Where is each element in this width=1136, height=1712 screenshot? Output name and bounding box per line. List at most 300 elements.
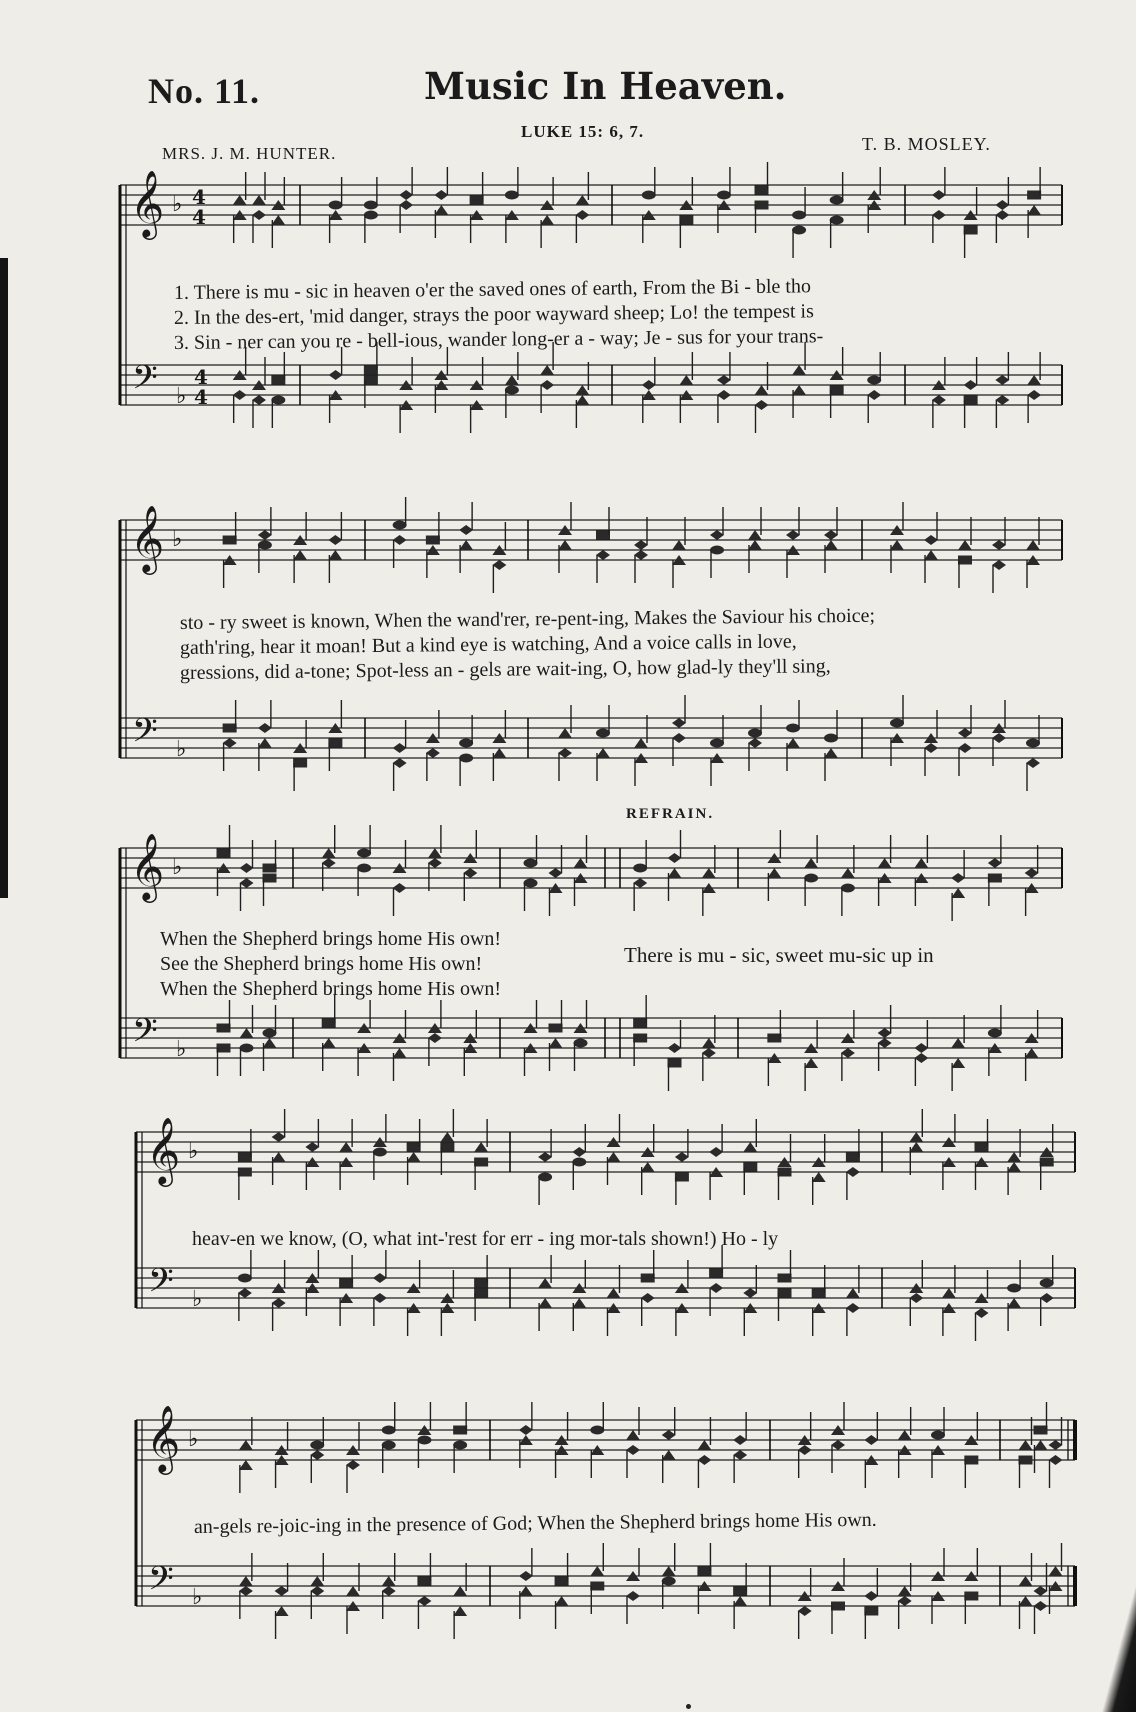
shape-note bbox=[310, 1586, 324, 1596]
shape-note bbox=[258, 738, 272, 748]
shape-note bbox=[223, 738, 237, 748]
shape-note bbox=[988, 858, 1002, 868]
shape-note bbox=[1026, 758, 1040, 768]
shape-note bbox=[672, 718, 686, 728]
shape-note bbox=[995, 210, 1009, 220]
shape-note bbox=[470, 196, 484, 205]
shape-note bbox=[474, 1289, 488, 1298]
shape-note bbox=[951, 873, 965, 883]
flat-sign-icon: ♭ bbox=[192, 1585, 203, 1610]
shape-note bbox=[393, 535, 407, 545]
shape-note bbox=[1027, 191, 1041, 200]
shape-note bbox=[804, 858, 818, 868]
shape-note bbox=[271, 376, 285, 385]
shape-note bbox=[428, 848, 442, 858]
shape-note bbox=[702, 1048, 716, 1058]
shape-note bbox=[238, 1168, 252, 1177]
shape-note bbox=[1025, 868, 1039, 878]
shape-note bbox=[252, 210, 266, 220]
shape-note bbox=[1007, 1152, 1021, 1162]
shape-note bbox=[846, 1167, 860, 1177]
shape-note bbox=[329, 370, 343, 380]
shape-note bbox=[519, 1571, 533, 1581]
shape-note bbox=[382, 1576, 396, 1586]
shape-note bbox=[519, 1425, 533, 1435]
shape-note bbox=[964, 380, 978, 390]
bass-clef-icon: 𝄢 bbox=[132, 712, 158, 758]
shape-note bbox=[642, 191, 656, 200]
shape-note bbox=[538, 1173, 552, 1182]
shape-note bbox=[357, 849, 371, 858]
shape-note bbox=[710, 530, 724, 540]
shape-note bbox=[709, 1147, 723, 1157]
shape-note bbox=[399, 200, 413, 210]
shape-note bbox=[263, 864, 277, 873]
shape-note bbox=[964, 226, 978, 235]
treble-clef-icon: 𝄞 bbox=[130, 504, 165, 572]
shape-note bbox=[240, 1028, 254, 1038]
shape-note bbox=[505, 386, 519, 395]
shape-note bbox=[275, 1586, 289, 1596]
shape-note bbox=[393, 758, 407, 768]
shape-note bbox=[1049, 1566, 1063, 1576]
shape-note bbox=[428, 1033, 442, 1043]
shape-note bbox=[233, 195, 247, 205]
shape-note bbox=[558, 540, 572, 550]
shape-note bbox=[958, 743, 972, 753]
shape-note bbox=[258, 530, 272, 540]
shape-note bbox=[596, 729, 610, 738]
shape-note bbox=[679, 216, 693, 225]
shape-note bbox=[459, 739, 473, 748]
shape-note bbox=[474, 1142, 488, 1152]
shape-note bbox=[459, 754, 473, 763]
shape-note bbox=[890, 719, 904, 728]
bass-clef-icon: 𝄢 bbox=[148, 1262, 174, 1308]
shape-note bbox=[346, 1460, 360, 1470]
shape-note bbox=[524, 859, 538, 868]
shape-note bbox=[743, 1142, 757, 1152]
shape-note bbox=[575, 395, 589, 405]
shape-note bbox=[951, 888, 965, 898]
flat-sign-icon: ♭ bbox=[172, 192, 183, 217]
treble-clef-icon: 𝄞 bbox=[130, 832, 165, 900]
lyric-line: 1. There is mu - sic in heaven o'er the saved ones of earth, From the Bi - ble tho bbox=[173, 275, 812, 304]
shape-note bbox=[357, 864, 371, 873]
shape-note bbox=[626, 1430, 640, 1440]
shape-note bbox=[373, 1293, 387, 1303]
shape-note bbox=[909, 1293, 923, 1303]
shape-note bbox=[662, 1450, 676, 1460]
shape-note bbox=[1019, 1596, 1033, 1606]
shape-note bbox=[626, 1445, 640, 1455]
shape-note bbox=[407, 1152, 421, 1162]
shape-note bbox=[702, 1038, 716, 1048]
shape-note bbox=[988, 1029, 1002, 1038]
shape-note bbox=[841, 884, 855, 893]
bass-clef-icon: 𝄢 bbox=[132, 1012, 158, 1058]
shape-note bbox=[426, 748, 440, 758]
shape-note bbox=[271, 396, 285, 405]
shape-note bbox=[322, 848, 336, 858]
shape-note bbox=[932, 395, 946, 405]
shape-note bbox=[846, 1288, 860, 1298]
shape-note bbox=[558, 748, 572, 758]
shape-note bbox=[717, 191, 731, 200]
shape-note bbox=[233, 390, 247, 400]
lyric-line: gath'ring, hear it moan! But a kind eye is watching, And a voice calls in love, bbox=[179, 630, 797, 659]
shape-note bbox=[755, 400, 769, 410]
shape-note bbox=[453, 1606, 467, 1616]
shape-note bbox=[364, 201, 378, 210]
refrain-lyric-line: There is mu - sic, sweet mu-sic up in bbox=[624, 943, 934, 967]
shape-note bbox=[393, 743, 407, 753]
shape-note bbox=[217, 849, 231, 858]
shape-note bbox=[239, 1460, 253, 1470]
shape-note bbox=[310, 1450, 324, 1460]
shape-note bbox=[824, 748, 838, 758]
shape-note bbox=[596, 531, 610, 540]
lyric-line: When the Shepherd brings home His own! bbox=[160, 928, 502, 950]
shape-note bbox=[824, 530, 838, 540]
shape-note bbox=[867, 390, 881, 400]
shape-note bbox=[252, 195, 266, 205]
ink-dot bbox=[686, 1704, 691, 1709]
shape-note bbox=[951, 1038, 965, 1048]
shape-note bbox=[575, 195, 589, 205]
shape-note bbox=[786, 724, 800, 733]
shape-note bbox=[755, 385, 769, 395]
shape-note bbox=[271, 215, 285, 225]
shape-note bbox=[668, 1043, 682, 1053]
shape-note bbox=[992, 733, 1006, 743]
shape-note bbox=[607, 1288, 621, 1298]
shape-note bbox=[305, 1142, 319, 1152]
shape-note bbox=[474, 1158, 488, 1167]
shape-note bbox=[459, 540, 473, 550]
shape-note bbox=[463, 868, 477, 878]
shape-note bbox=[824, 734, 838, 743]
shape-note bbox=[679, 375, 693, 385]
shape-note bbox=[272, 1298, 286, 1308]
shape-note bbox=[364, 376, 378, 385]
shape-note bbox=[538, 1152, 552, 1162]
shape-note bbox=[743, 1288, 757, 1298]
shape-note bbox=[1007, 1162, 1021, 1172]
shape-note bbox=[417, 1596, 431, 1606]
shape-note bbox=[717, 375, 731, 385]
shape-note bbox=[641, 1162, 655, 1172]
shape-note bbox=[786, 738, 800, 748]
shape-note bbox=[505, 375, 519, 385]
shape-note bbox=[1034, 1601, 1048, 1611]
shape-note bbox=[898, 1596, 912, 1606]
composer-credit: T. B. MOSLEY. bbox=[862, 134, 991, 154]
shape-note bbox=[272, 1152, 286, 1162]
shape-note bbox=[717, 390, 731, 400]
shape-note bbox=[1049, 1440, 1063, 1450]
shape-note bbox=[702, 868, 716, 878]
shape-note bbox=[1034, 1426, 1048, 1435]
shape-note bbox=[1049, 1455, 1063, 1465]
shape-note bbox=[453, 1586, 467, 1596]
lyric-line: When the Shepherd brings home His own! bbox=[160, 978, 502, 1000]
shape-note bbox=[668, 1059, 682, 1068]
treble-clef-icon: 𝄞 bbox=[146, 1116, 181, 1184]
flat-sign-icon: ♭ bbox=[188, 1427, 199, 1452]
flat-sign-icon: ♭ bbox=[176, 384, 187, 409]
shape-note bbox=[238, 1153, 252, 1162]
shape-note bbox=[633, 878, 647, 888]
shape-note bbox=[733, 1450, 747, 1460]
flat-sign-icon: ♭ bbox=[172, 855, 183, 880]
shape-note bbox=[373, 1148, 387, 1157]
shape-note bbox=[382, 1441, 396, 1450]
shape-note bbox=[975, 1308, 989, 1318]
flat-sign-icon: ♭ bbox=[192, 1287, 203, 1312]
shape-note bbox=[275, 1606, 289, 1616]
shape-note bbox=[830, 386, 844, 395]
treble-clef-icon: 𝄞 bbox=[146, 1404, 181, 1472]
shape-note bbox=[492, 748, 506, 758]
shape-note bbox=[440, 1132, 454, 1142]
shape-note bbox=[675, 1173, 689, 1182]
shape-note bbox=[492, 560, 506, 570]
shape-note bbox=[662, 1566, 676, 1576]
shape-note bbox=[988, 874, 1002, 883]
shape-note bbox=[812, 1172, 826, 1182]
shape-note bbox=[672, 733, 686, 743]
treble-clef-icon: 𝄞 bbox=[130, 169, 165, 237]
refrain-label: REFRAIN. bbox=[626, 806, 715, 822]
shape-note bbox=[329, 201, 343, 210]
shape-note bbox=[709, 1269, 723, 1278]
shape-note bbox=[697, 1455, 711, 1465]
shape-note bbox=[964, 1592, 978, 1601]
shape-note bbox=[555, 1577, 569, 1586]
shape-note bbox=[558, 728, 572, 738]
shape-note bbox=[792, 365, 806, 375]
shape-note bbox=[641, 1274, 655, 1283]
shape-note bbox=[426, 536, 440, 545]
shape-note bbox=[924, 535, 938, 545]
shape-note bbox=[672, 540, 686, 550]
shape-note bbox=[733, 1587, 747, 1596]
shape-note bbox=[662, 1430, 676, 1440]
shape-note bbox=[238, 1288, 252, 1298]
shape-note bbox=[272, 1132, 286, 1142]
shape-note bbox=[434, 205, 448, 215]
shape-note bbox=[792, 226, 806, 235]
shape-note bbox=[778, 1274, 792, 1283]
shape-note bbox=[252, 395, 266, 405]
shape-note bbox=[310, 1576, 324, 1586]
shape-note bbox=[641, 1293, 655, 1303]
shape-note bbox=[798, 1445, 812, 1455]
scripture-reference: LUKE 15: 6, 7. bbox=[521, 122, 645, 141]
shape-note bbox=[634, 738, 648, 748]
flat-sign-icon: ♭ bbox=[172, 527, 183, 552]
shape-note bbox=[697, 1440, 711, 1450]
lyric-line: 3. Sin - ner can you re - bell-ious, wander long-er a - way; Je - sus for your trans- bbox=[173, 325, 824, 354]
shape-note bbox=[831, 1602, 845, 1611]
shape-note bbox=[574, 1039, 588, 1048]
shape-note bbox=[964, 396, 978, 405]
shape-note bbox=[607, 1152, 621, 1162]
shape-note bbox=[399, 190, 413, 200]
shape-note bbox=[792, 385, 806, 395]
shape-note bbox=[540, 215, 554, 225]
shape-note bbox=[878, 1028, 892, 1038]
shape-note bbox=[864, 1435, 878, 1445]
shape-note bbox=[733, 1596, 747, 1606]
shape-note bbox=[633, 864, 647, 873]
shape-note bbox=[804, 1058, 818, 1068]
shape-note bbox=[662, 1577, 676, 1586]
shape-note bbox=[1007, 1298, 1021, 1308]
shape-note bbox=[519, 1586, 533, 1596]
shape-note bbox=[364, 366, 378, 375]
shape-note bbox=[549, 1038, 563, 1048]
shape-note bbox=[322, 1038, 336, 1048]
shape-note bbox=[830, 216, 844, 225]
shape-note bbox=[995, 395, 1009, 405]
shape-note bbox=[1026, 739, 1040, 748]
shape-note bbox=[1007, 1284, 1021, 1293]
shape-note bbox=[748, 530, 762, 540]
lyric-line: 2. In the des-ert, 'mid danger, strays the poor wayward sheep; Lo! the tempest is bbox=[173, 300, 814, 329]
shape-note bbox=[767, 1034, 781, 1043]
shape-note bbox=[867, 376, 881, 385]
shape-note bbox=[755, 186, 769, 195]
shape-note bbox=[786, 530, 800, 540]
shape-note bbox=[596, 748, 610, 758]
lyricist-credit: MRS. J. M. HUNTER. bbox=[162, 144, 337, 163]
shape-note bbox=[238, 1274, 252, 1283]
shape-note bbox=[748, 738, 762, 748]
shape-note bbox=[540, 380, 554, 390]
shape-note bbox=[846, 1153, 860, 1162]
shape-note bbox=[217, 1024, 231, 1033]
lyric-line: gressions, did a-tone; Spot-less an - gels are wait-ing, O, how glad-ly they'll sing, bbox=[179, 655, 831, 684]
shape-note bbox=[767, 868, 781, 878]
shape-note bbox=[914, 1053, 928, 1063]
hymn-number: No. 11. bbox=[148, 71, 261, 111]
flat-sign-icon: ♭ bbox=[176, 737, 187, 762]
shape-note bbox=[428, 858, 442, 868]
shape-note bbox=[878, 1038, 892, 1048]
shape-note bbox=[831, 1440, 845, 1450]
shape-note bbox=[293, 759, 307, 768]
time-signature-upper: 4 bbox=[192, 185, 206, 209]
shape-note bbox=[373, 1273, 387, 1283]
bass-clef-icon: 𝄢 bbox=[132, 359, 158, 405]
shape-note bbox=[549, 868, 563, 878]
shape-note bbox=[1027, 375, 1041, 385]
shape-note bbox=[346, 1586, 360, 1596]
shape-note bbox=[572, 1147, 586, 1157]
shape-note bbox=[328, 550, 342, 560]
shape-note bbox=[393, 1048, 407, 1058]
shape-note bbox=[890, 540, 904, 550]
shape-note bbox=[743, 1163, 757, 1172]
shape-note bbox=[538, 1298, 552, 1308]
shape-note bbox=[958, 728, 972, 738]
shape-note bbox=[924, 743, 938, 753]
shape-note bbox=[634, 550, 648, 560]
time-signature-upper: 4 bbox=[194, 365, 208, 389]
shape-note bbox=[407, 1143, 421, 1152]
shape-note bbox=[575, 385, 589, 395]
shape-note bbox=[240, 1044, 254, 1053]
shape-note bbox=[1019, 1576, 1033, 1586]
shape-note bbox=[555, 1596, 569, 1606]
shape-note bbox=[1026, 540, 1040, 550]
shape-note bbox=[322, 858, 336, 868]
lyric-line: See the Shepherd brings home His own! bbox=[160, 953, 483, 975]
shape-note bbox=[310, 1441, 324, 1450]
shape-note bbox=[1040, 1158, 1054, 1167]
shape-note bbox=[634, 540, 648, 550]
shape-note bbox=[223, 724, 237, 733]
shape-note bbox=[572, 1298, 586, 1308]
shape-note bbox=[1040, 1293, 1054, 1303]
shape-note bbox=[574, 858, 588, 868]
shape-note bbox=[393, 521, 407, 530]
shape-note bbox=[590, 1566, 604, 1576]
flat-sign-icon: ♭ bbox=[188, 1139, 199, 1164]
shape-note bbox=[778, 1168, 792, 1177]
shape-note bbox=[995, 375, 1009, 385]
shape-note bbox=[239, 1440, 253, 1450]
shape-note bbox=[841, 1048, 855, 1058]
shape-note bbox=[1027, 390, 1041, 400]
shape-note bbox=[382, 1426, 396, 1435]
shape-note bbox=[258, 723, 272, 733]
shape-note bbox=[995, 200, 1009, 210]
shape-note bbox=[328, 739, 342, 748]
shape-note bbox=[1034, 1586, 1048, 1596]
shape-note bbox=[263, 1029, 277, 1038]
shape-note bbox=[590, 1582, 604, 1591]
shape-note bbox=[364, 211, 378, 220]
lyric-line: heav-en we know, (O, what int-'rest for err - ing mor-tals shown!) Ho - ly bbox=[192, 1228, 779, 1250]
shape-note bbox=[864, 1591, 878, 1601]
shape-note bbox=[909, 1142, 923, 1152]
shape-note bbox=[453, 1426, 467, 1435]
hymn-title: Music In Heaven. bbox=[424, 64, 787, 108]
time-signature-lower: 4 bbox=[194, 385, 208, 409]
shape-note bbox=[932, 210, 946, 220]
shape-note bbox=[1019, 1440, 1033, 1450]
shape-note bbox=[733, 1435, 747, 1445]
shape-note bbox=[668, 853, 682, 863]
shape-note bbox=[642, 380, 656, 390]
shape-note bbox=[1027, 205, 1041, 215]
shape-note bbox=[914, 1043, 928, 1053]
shape-note bbox=[540, 365, 554, 375]
shape-note bbox=[524, 879, 538, 888]
shape-note bbox=[239, 1586, 253, 1596]
shape-note bbox=[792, 211, 806, 220]
shape-note bbox=[590, 1426, 604, 1435]
shape-note bbox=[878, 858, 892, 868]
shape-note bbox=[474, 1279, 488, 1288]
shape-note bbox=[697, 1567, 711, 1576]
shape-note bbox=[778, 1289, 792, 1298]
shape-note bbox=[575, 210, 589, 220]
shape-note bbox=[898, 1586, 912, 1596]
